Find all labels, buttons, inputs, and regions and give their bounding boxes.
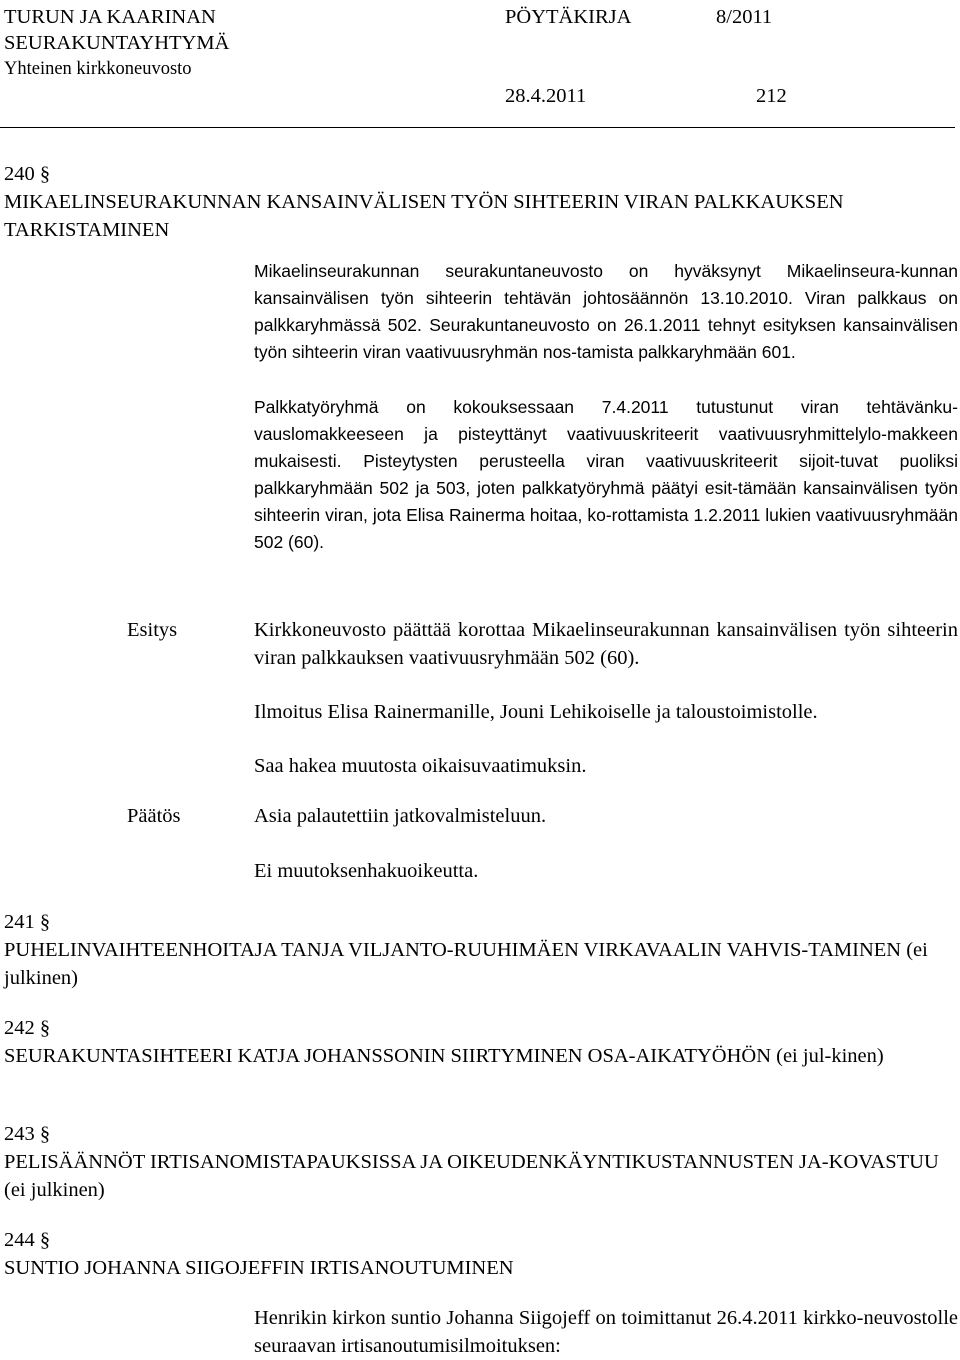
doc-type: PÖYTÄKIRJA [505,6,632,28]
paragraph: Ei muutoksenhakuoikeutta. [254,860,479,882]
paragraph: Ilmoitus Elisa Rainermanille, Jouni Lehikoiselle ja taloustoimistolle. [254,701,818,723]
org-unit: SEURAKUNTAYHTYMÄ [4,32,230,54]
section-number: 241 § [4,911,51,933]
paragraph: Asia palautettiin jatkovalmisteluun. [254,805,547,827]
section-243-heading [4,1120,956,1204]
section-title: PUHELINVAIHTEENHOITAJA TANJA VILJANTO-RUUHIMÄEN VIRKAVAALIN VAHVIS-TAMINEN (ei julkinen) [4,939,928,989]
section-240-proposal [254,616,958,780]
body-name: Yhteinen kirkkoneuvosto [4,59,192,79]
section-title: PELISÄÄNNÖT IRTISANOMISTAPAUKSISSA JA OIKEUDENKÄYNTIKUSTANNUSTEN JA-KOVASTUU (ei julkinen) [4,1151,939,1201]
header-rule [0,127,955,128]
paatos-label: Päätös [127,805,181,827]
paragraph: Kirkkoneuvosto päättää korottaa Mikaelinseurakunnan kansainvälisen työn sihteerin viran palkkauksen vaativuusryhmään 502 (60). [254,619,958,669]
section-241-heading [4,908,956,992]
section-242-heading [4,1014,956,1070]
page-number: 212 [756,85,787,107]
section-title: SEURAKUNTASIHTEERI KATJA JOHANSSONIN SIIRTYMINEN OSA-AIKATYÖHÖN (ei jul-kinen) [4,1045,884,1067]
section-number: 243 § [4,1123,51,1145]
paragraph: Saa hakea muutosta oikaisuvaatimuksin. [254,755,587,777]
section-240-heading [4,160,956,244]
section-number: 244 § [4,1229,51,1251]
section-title: MIKAELINSEURAKUNNAN KANSAINVÄLISEN TYÖN SIHTEERIN VIRAN PALKKAUKSEN TARKISTAMINEN [4,191,844,241]
section-244-body [254,1304,958,1360]
paragraph: Mikaelinseurakunnan seurakuntaneuvosto on hyväksynyt Mikaelinseura-kunnan kansainvälisen työn sihteerin tehtävän johtosäännön 13.10.2010. Viran palkkaus on palkkaryhmässä 502. Seurakuntaneuvosto on 26.1.2011 tehnyt esityksen kansainvälisen työn sihteerin viran vaativuusryhmän nos-tamista palkkaryhmään 601. [254,261,958,362]
section-title: SUNTIO JOHANNA SIIGOJEFFIN IRTISANOUTUMINEN [4,1257,514,1279]
section-number: 240 § [4,163,51,185]
meeting-date: 28.4.2011 [505,85,587,107]
org-name: TURUN JA KAARINAN [4,6,216,28]
section-240-background [254,258,958,556]
section-244-heading [4,1226,956,1282]
paragraph: Henrikin kirkon suntio Johanna Siigojeff on toimittanut 26.4.2011 kirkko-neuvostolle seuraavan irtisanoutumisilmoituksen: [254,1307,958,1357]
section-240-decision [254,802,958,885]
esitys-label: Esitys [127,619,178,641]
paragraph: Palkkatyöryhmä on kokouksessaan 7.4.2011 tutustunut viran tehtävänku-vauslomakkeeseen ja pisteyttänyt vaativuuskriteerit vaativuusryhmittelylo-makkeen mukaisesti. Pisteytysten perusteella viran vaativuuskriteerit sijoit-tuvat puoliksi palkkaryhmään 502 ja 503, joten palkkatyöryhmä päätyi esit-tämään kansainvälisen työn sihteerin viran, jota Elisa Rainerma hoitaa, ko-rottamista 1.2.2011 lukien vaativuusryhmään 502 (60). [254,397,958,552]
doc-number: 8/2011 [716,6,773,28]
section-number: 242 § [4,1017,51,1039]
